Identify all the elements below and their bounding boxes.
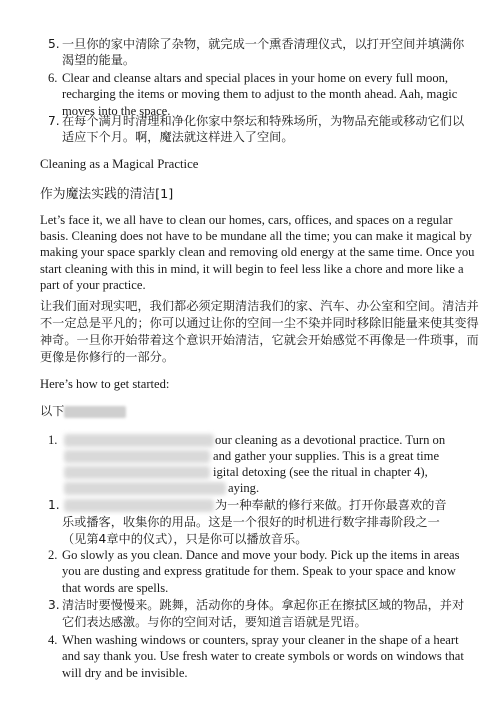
list-text: When washing windows or counters, spray your cleaner in the shape of a heart and say thank you. Use fresh water to create symbols or words on windows that will dry and be invisible. <box>62 633 464 680</box>
get-started-en: Here’s how to get started: <box>40 377 170 391</box>
list-text: igital detoxing (see the ritual in chapter 4), <box>213 465 428 479</box>
redacted-text <box>64 450 210 463</box>
list-text: 乐或播客，收集你的用品。这是一个很好的时机进行数字排毒阶段之一 <box>62 515 440 529</box>
redacted-text <box>64 434 214 447</box>
list-text: （见第4章中的仪式），只是你可以播放音乐。 <box>62 532 308 546</box>
list-text: Go slowly as you clean. Dance and move your body. Pick up the items in areas you are dusting and express gratitude for them. Speak to your space and know that words are spells. <box>62 548 460 595</box>
list-text: 清洁时要慢慢来。跳舞，活动你的身体。拿起你正在擦拭区域的物品，并对它们表达感激。与你的空间对话，要知道言语就是咒语。 <box>62 598 465 629</box>
redacted-text <box>64 482 226 495</box>
list-item <box>48 547 472 596</box>
paragraph-cn: 让我们面对现实吧，我们都必须定期清洁我们的家、汽车、办公室和空间。清洁并不一定总是平凡的；你可以通过让你的空间一尘不染并同时移除旧能量来使其变得神奇。一旦你开始带着这个意识开始清洁，它就会开始感觉不再像是一件琐事，而更像是你修行的一部分。 <box>40 299 479 364</box>
get-started-cn-text: 以下 <box>40 404 65 418</box>
list-number: 2. <box>48 548 58 562</box>
redacted-text <box>64 466 210 479</box>
list-text: our cleaning as a devotional practice. Turn on <box>215 433 446 447</box>
list-text: and gather your supplies. This is a great time <box>213 449 440 463</box>
section-title-en: Cleaning as a Magical Practice <box>40 157 199 171</box>
list-number: 6. <box>48 71 58 85</box>
list-text: Clear and cleanse altars and special places in your home on every full moon, recharging the items or moving them to adjust to the month ahead. Aah, magic moves into the space. <box>62 71 458 118</box>
list-item <box>48 36 472 69</box>
paragraph-en: Let’s face it, we all have to clean our homes, cars, offices, and spaces on a regular basis. Cleaning does not have to be mundane all the time; you can make it magical by making your space sparkly clean and removing old energy at the same time. Once you start cleaning with this in mind, it will begin to feel less like a chore and more like a part of your practice. <box>40 213 475 292</box>
section-title-cn: 作为魔法实践的清洁[1] <box>40 187 174 202</box>
redacted-text <box>64 499 214 512</box>
list-number: 3. <box>48 598 60 612</box>
list-text: 在每个满月时清理和净化你家中祭坛和特殊场所，为物品充能或移动它们以适应下个月。啊，魔法就这样进入了空间。 <box>62 114 465 145</box>
list-item <box>48 597 472 631</box>
list-text: 一旦你的家中清除了杂物，就完成一个熏香清理仪式，以打开空间并填满你渴望的能量。 <box>62 37 465 68</box>
redacted-text <box>64 406 126 418</box>
list-text: aying. <box>228 481 260 495</box>
list-number: 5. <box>48 37 60 51</box>
list-number: 4. <box>48 633 58 647</box>
list-text: 为一种奉献的修行来做。打开你最喜欢的音 <box>215 498 447 512</box>
list-number: 7. <box>48 114 60 128</box>
get-started-cn <box>40 403 480 419</box>
list-number: 1. <box>48 433 58 447</box>
list-item <box>48 70 472 119</box>
list-number: 1. <box>48 498 60 512</box>
list-item <box>48 632 472 681</box>
list-item <box>48 113 472 146</box>
